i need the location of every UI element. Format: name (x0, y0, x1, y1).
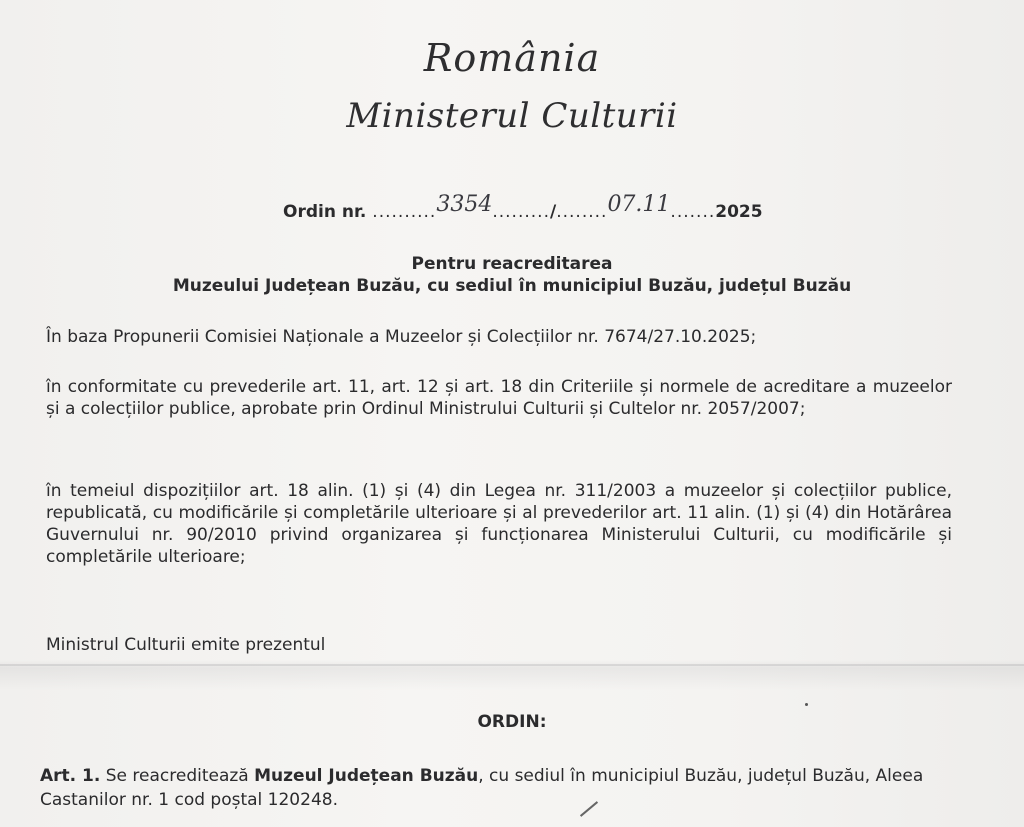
article-1-museum: Muzeul Județean Buzău (254, 766, 479, 786)
document-title-line1: Pentru reacreditarea (411, 254, 613, 274)
document-title-line2: Muzeului Județean Buzău, cu sediul în municipiul Buzău, județul Buzău (172, 276, 852, 296)
article-1-label: Art. 1. (40, 766, 101, 786)
order-separator: / (549, 202, 557, 222)
order-dots: ........ (556, 202, 608, 222)
paragraph-minister-issues: Ministrul Culturii emite prezentul (46, 635, 326, 655)
order-label: Ordin nr. (283, 202, 367, 222)
order-dots: ....... (670, 202, 716, 222)
paper-speck (805, 703, 808, 706)
paper-fold (0, 664, 1024, 666)
order-date-handwritten: 07.11 (607, 192, 671, 217)
order-number-handwritten: 3354 (436, 192, 493, 217)
order-dots: .......... (372, 202, 437, 222)
order-number-line (283, 192, 763, 223)
article-1-text-b: , cu sediul în municipiul Buzău, județul Buzău, Aleea Castanilor nr. 1 cod poștal 120248. (40, 766, 924, 810)
ordin-heading: ORDIN: (477, 712, 547, 732)
paragraph-legal-grounds: în temeiul dispozițiilor art. 18 alin. (1) și (4) din Legea nr. 311/2003 a muzeelor și colecțiilor publice, republicată, cu modificările și completările ulterioare și al prevederilor art. 11 alin. (1) și (4) din Hotărârea Guvernului nr. 90/2010 privind organizarea și funcționarea Ministerului Culturii, cu modificările și completările ulterioare; (46, 481, 952, 567)
paragraph-basis: În baza Propunerii Comisiei Naționale a Muzeelor și Colecțiilor nr. 7674/27.10.2025; (46, 327, 757, 347)
order-year: 2025 (715, 202, 763, 222)
order-dots: ......... (492, 202, 550, 222)
article-1-text-a: Se reacreditează (105, 766, 249, 786)
header-ministry: Ministerul Culturii (346, 96, 678, 136)
paragraph-conformity: în conformitate cu prevederile art. 11, art. 12 și art. 18 din Criteriile și normele de acreditare a muzeelor și a colecțiilor publice, aprobate prin Ordinul Ministrului Culturii și Cultelor nr. 2057/2007; (46, 377, 952, 419)
header-country: România (423, 36, 601, 80)
article-1 (40, 764, 960, 812)
